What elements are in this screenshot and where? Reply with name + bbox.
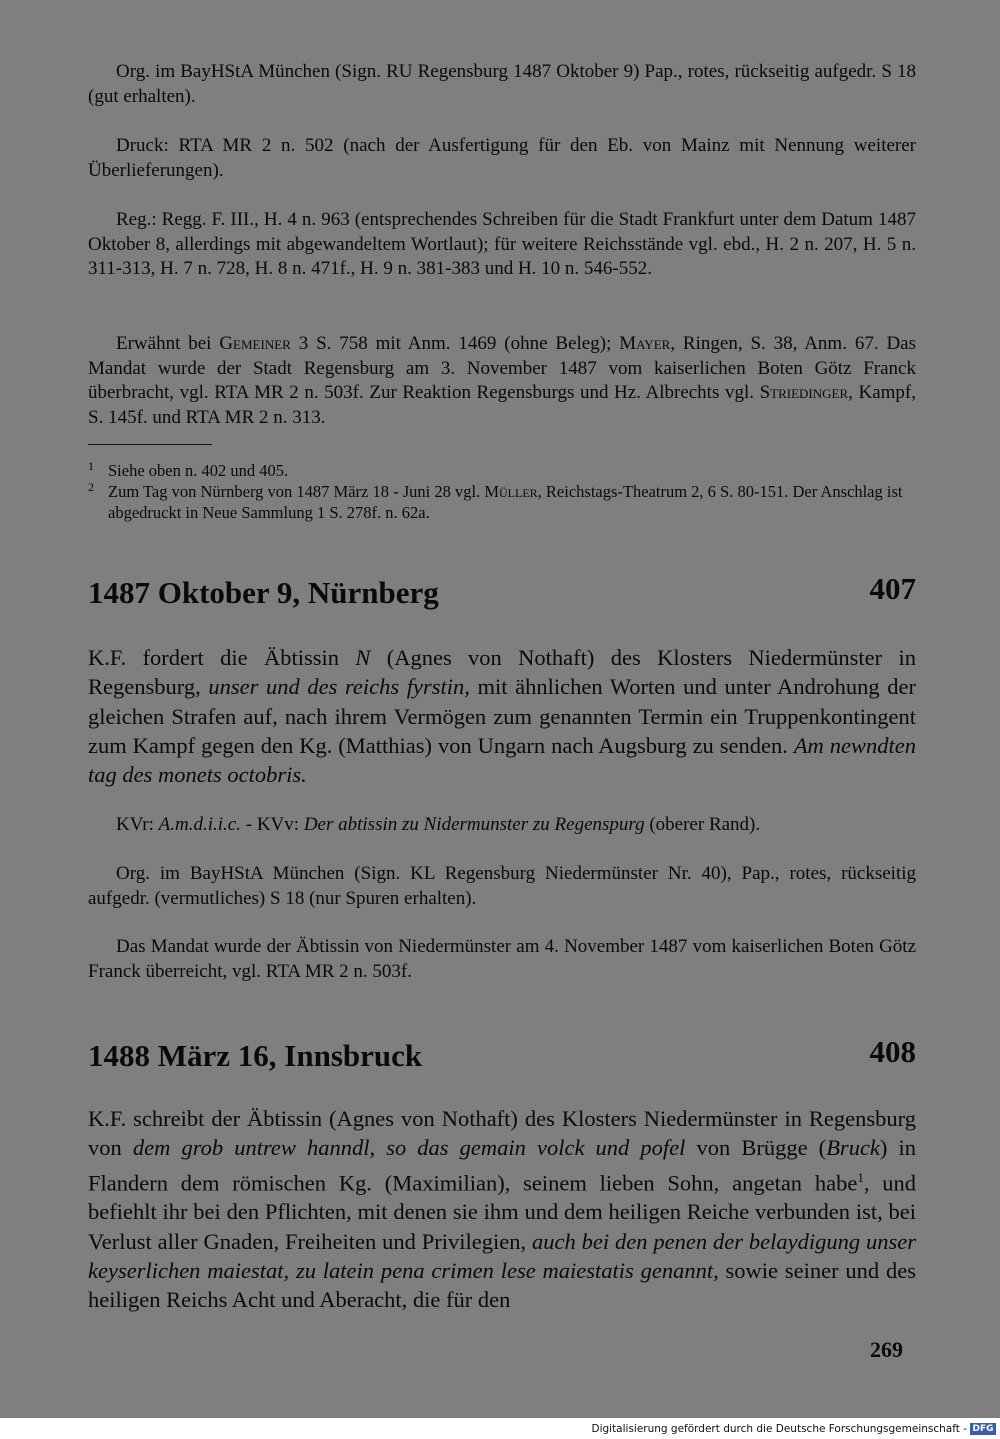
entry-title: 1488 März 16, Innsbruck	[88, 1038, 423, 1073]
footnote-1: 1 Siehe oben n. 402 und 405.	[88, 459, 289, 480]
entry-407-kv: KVr: A.m.d.i.i.c. - KVv: Der abtissin zu Nidermunster zu Regenspurg (oberer Rand).	[116, 814, 761, 835]
page-number: 269	[870, 1337, 903, 1362]
footer-text: Digitalisierung gefördert durch die Deutsche Forschungsgemeinschaft -	[591, 1423, 967, 1435]
author-muller: Müller	[484, 482, 538, 501]
entry-406-org: Org. im BayHStA München (Sign. RU Regensburg 1487 Oktober 9) Pap., rotes, rückseitig aufgedr. S 18 (gut erhalten).	[88, 61, 916, 107]
author-gemeiner: Gemeiner	[219, 333, 291, 354]
entry-407-note: Das Mandat wurde der Äbtissin von Niedermünster am 4. November 1487 vom kaiserlichen Boten Götz Franck überreicht, vgl. RTA MR 2 n. 503f.	[88, 936, 916, 982]
author-striedinger: Striedinger	[759, 382, 849, 403]
entry-number: 407	[869, 571, 916, 606]
quote: dem grob untrew hanndl, so das gemain volck und pofel	[132, 1135, 686, 1161]
dating-clause: Am newndten tag des monets octobris.	[88, 732, 916, 788]
entry-number: 408	[869, 1034, 916, 1069]
footnote-reference: 1	[857, 1169, 864, 1185]
entry-title: 1487 Oktober 9, Nürnberg	[88, 575, 439, 610]
entry-408-regest: K.F. schreibt der Äbtissin (Agnes von Nothaft) des Klosters Niedermünster in Regensburg von dem grob untrew hanndl, so das gemain volck und pofel von Brügge (Bruck) in Flandern dem römischen Kg. (Maximilian), seinem lieben Sohn, angetan habe$^1$, und befiehlt ihr bei den Pflichten, mit denen sie ihm und dem heiligen Reiche verbunden ist, bei Verlust aller Gnaden, Freiheiten und Privilegien, auch bei den penen der belaydigung unser keyserlichen maiestat, zu latein pena crimen lese maiestatis genannt, sowie seiner und des heiligen Reichs Acht und Aberacht, die für den	[88, 1106, 917, 1313]
entry-407-regest: K.F. fordert die Äbtissin N (Agnes von Nothaft) des Klosters Niedermünster in Regensburg, unser und des reichs fyrstin, mit ähnlichen Worten und unter Androhung der gleichen Strafen auf, nach ihrem Vermögen zum genannten Termin ein Truppenkontingent zum Kampf gegen den Kg. (Matthias) von Ungarn nach Augsburg zu senden. Am newndten tag des monets octobris.	[88, 645, 916, 788]
entry-408-heading	[88, 1034, 916, 1078]
entry-407-heading	[88, 571, 916, 615]
author-mayer: Mayer	[619, 333, 671, 354]
entry-406-reg: Reg.: Regg. F. III., H. 4 n. 963 (entsprechendes Schreiben für die Stadt Frankfurt unter dem Datum 1487 Oktober 8, allerdings mit abgewandeltem Wortlaut); für weitere Reichsstände vgl. ebd., H. 2 n. 207, H. 5 n. 311-313, H. 7 n. 728, H. 8 n. 471f., H. 9 n. 381-383 und H. 10 n. 546-552.	[88, 209, 916, 279]
footnote-divider	[88, 444, 212, 445]
entry-406-note: Erwähnt bei Gemeiner 3 S. 758 mit Anm. 1469 (ohne Beleg); Mayer, Ringen, S. 38, Anm. 67. Das Mandat wurde der Stadt Regensburg am 3. November 1487 vom kaiserlichen Boten Götz Franck überbracht, vgl. RTA MR 2 n. 503f. Zur Reaktion Regensburgs und Hz. Albrechts vgl. Striedinger, Kampf, S. 145f. und RTA MR 2 n. 313.	[88, 333, 916, 428]
footnotes	[88, 460, 916, 523]
footnote-2: 2 Zum Tag von Nürnberg von 1487 März 18 - Juni 28 vgl. Müller, Reichstags-Theatrum 2, 6 S. 80-151. Der Anschlag ist abgedruckt in Neue Sammlung 1 S. 278f. n. 62a.	[88, 480, 903, 522]
digitization-footer	[591, 1422, 996, 1436]
entry-407-org: Org. im BayHStA München (Sign. KL Regensburg Niedermünster Nr. 40), Pap., rotes, rückseitig aufgedr. (vermutliches) S 18 (nur Spuren erhalten).	[88, 863, 916, 909]
quote: auch bei den penen der belaydigung unser keyserlichen maiestat, zu latein pena crimen lese maiestatis genannt,	[88, 1228, 917, 1283]
dfg-logo-icon: DFG	[970, 1423, 996, 1435]
quote: unser und des reichs fyrstin,	[208, 674, 470, 700]
entry-406-druck: Druck: RTA MR 2 n. 502 (nach der Ausfertigung für den Eb. von Mainz mit Nennung weiterer Überlieferungen).	[88, 135, 916, 181]
